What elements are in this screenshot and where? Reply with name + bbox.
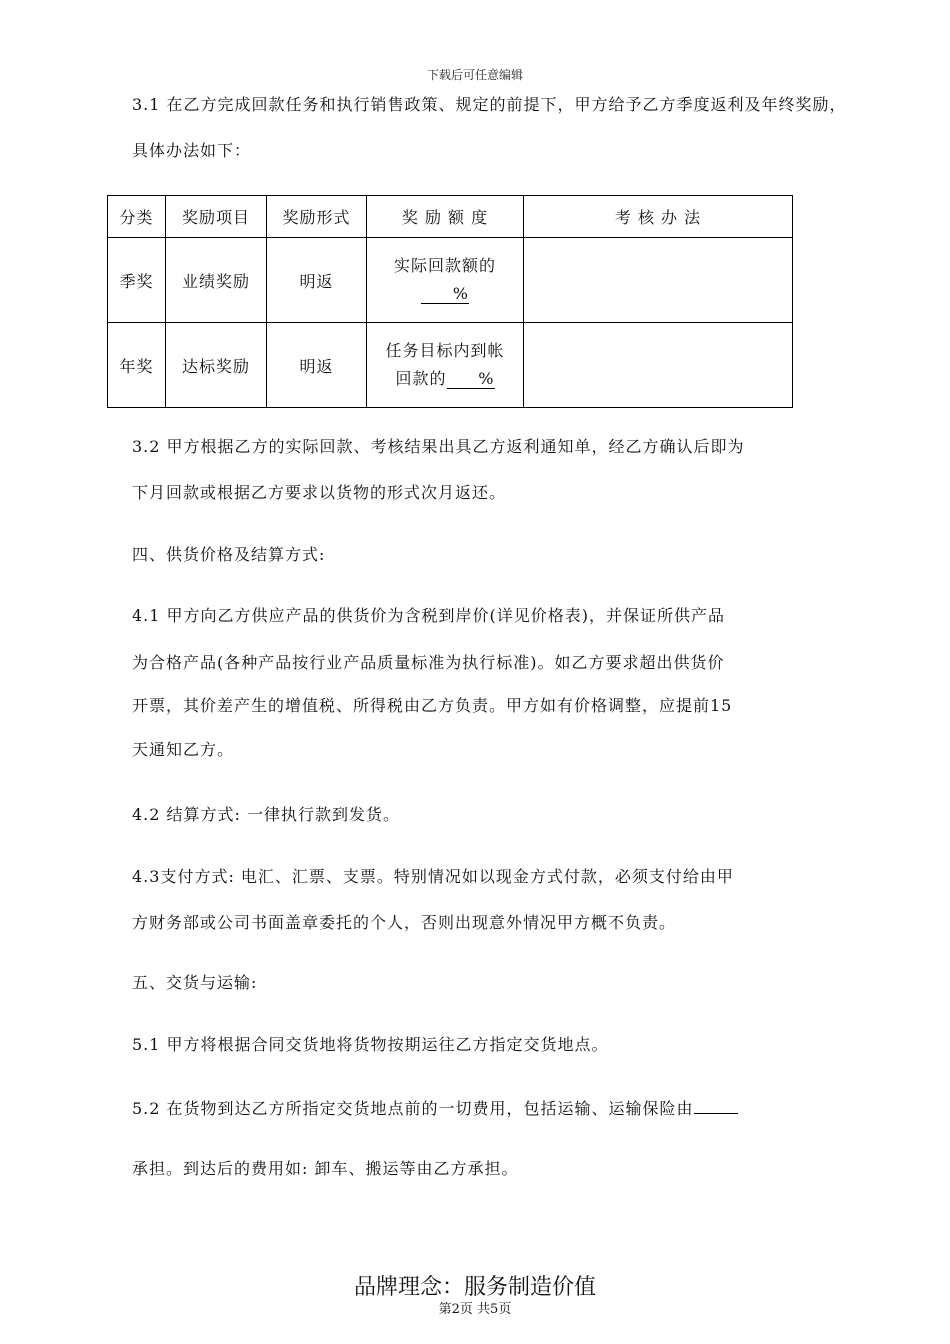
header-form: 奖励形式 [267, 196, 367, 238]
row1-amount-line1: 实际回款额的 [393, 256, 496, 275]
intro-line-1: 3.1 在乙方完成回款任务和执行销售政策、规定的前提下，甲方给予乙方季度返利及年终奖励， [132, 95, 847, 114]
section-5-heading: 五、交货与运输: [132, 973, 258, 992]
row1-method [524, 238, 793, 323]
table-row [108, 238, 793, 323]
row1-amount [367, 238, 524, 323]
header-method: 考 核 办 法 [524, 196, 793, 238]
p43-line-1: 4.3支付方式: 电汇、汇票、支票。特别情况如以现金方式付款，必须支付给由甲 [132, 867, 734, 886]
row1-item: 业绩奖励 [166, 238, 267, 323]
row2-category: 年奖 [108, 323, 166, 408]
row1-category: 季奖 [108, 238, 166, 323]
p42: 4.2 结算方式: 一律执行款到发货。 [132, 805, 401, 824]
p32-line-2: 下月回款或根据乙方要求以货物的形式次月返还。 [132, 483, 507, 502]
p52-blank [694, 1113, 738, 1114]
header-amount: 奖 励 额 度 [367, 196, 524, 238]
row2-amount-line1: 任务目标内到帐 [385, 341, 505, 360]
header-category: 分类 [108, 196, 166, 238]
p41-line-3: 开票，其价差产生的增值税、所得税由乙方负责。甲方如有价格调整，应提前15 [132, 696, 733, 715]
p52-line-1-text: 5.2 在货物到达乙方所指定交货地点前的一切费用，包括运输、运输保险由 [132, 1099, 694, 1118]
header-note: 下载后可任意编辑 [426, 68, 523, 82]
p52-line-2: 承担。到达后的费用如: 卸车、搬运等由乙方承担。 [132, 1159, 519, 1178]
award-table [107, 195, 793, 408]
row2-amount-blank: % [447, 370, 495, 389]
p41-line-4: 天通知乙方。 [132, 740, 235, 759]
footer-brand: 品牌理念：服务制造价值 [353, 1275, 596, 1300]
row2-item: 达标奖励 [166, 323, 267, 408]
table-header-row [108, 196, 793, 238]
p52-line-1 [132, 1096, 738, 1119]
row2-form: 明返 [267, 323, 367, 408]
row2-amount-prefix: 回款的 [395, 369, 447, 388]
intro-line-2: 具体办法如下： [132, 141, 252, 160]
footer-page-number: 第2页 共5页 [438, 1302, 512, 1317]
p51: 5.1 甲方将根据合同交货地将货物按期运往乙方指定交货地点。 [132, 1035, 609, 1054]
section-4-heading: 四、供货价格及结算方式: [132, 545, 326, 564]
p41-line-1: 4.1 甲方向乙方供应产品的供货价为含税到岸价(详见价格表)，并保证所供产品 [132, 606, 726, 625]
table-row [108, 323, 793, 408]
row1-form: 明返 [267, 238, 367, 323]
p41-line-2: 为合格产品(各种产品按行业产品质量标准为执行标准)。如乙方要求超出供货价 [132, 653, 725, 672]
row2-amount [367, 323, 524, 408]
header-item: 奖励项目 [166, 196, 267, 238]
p32-line-1: 3.2 甲方根据乙方的实际回款、考核结果出具乙方返利通知单，经乙方确认后即为 [132, 437, 745, 456]
p43-line-2: 方财务部或公司书面盖章委托的个人，否则出现意外情况甲方概不负责。 [132, 913, 677, 932]
row1-amount-blank: % [421, 285, 469, 304]
row2-method [524, 323, 793, 408]
